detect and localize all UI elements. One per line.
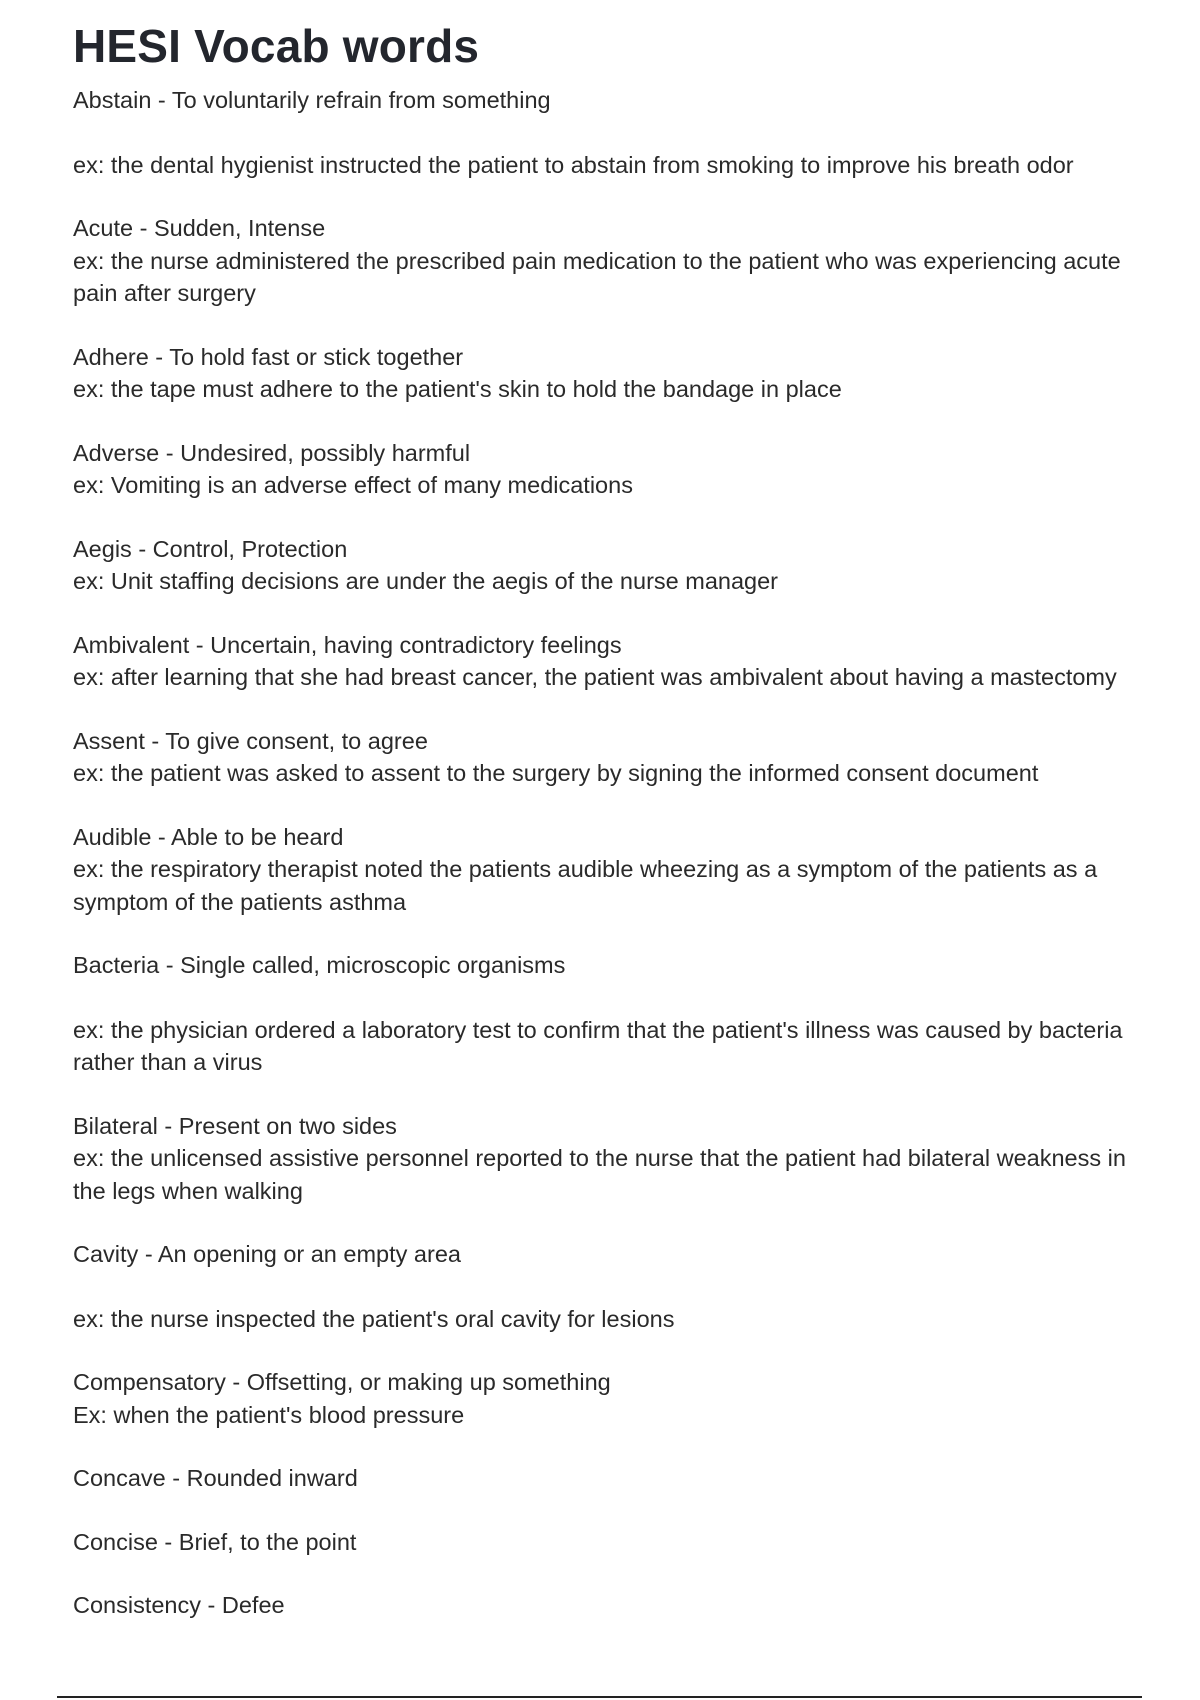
vocab-definition: Audible - Able to be heard xyxy=(73,823,344,850)
vocab-example: ex: the tape must adhere to the patient's skin to hold the bandage in place xyxy=(73,376,842,402)
vocab-entry xyxy=(73,1366,1160,1431)
vocab-entry xyxy=(73,1462,1160,1495)
vocab-definition: Bilateral - Present on two sides xyxy=(73,1112,397,1139)
vocab-example: ex: the physician ordered a laboratory test to confirm that the patient's illness was caused by bacteria rather than a virus xyxy=(73,1016,1123,1075)
document-title: HESI Vocab words xyxy=(73,20,480,72)
vocab-example: ex: the respiratory therapist noted the patients audible wheezing as a symptom of the patients as a symptom of the patients asthma xyxy=(73,856,1098,915)
vocab-entry xyxy=(73,84,1160,181)
vocab-example: Ex: when the patient's blood pressure xyxy=(73,1401,465,1428)
vocab-example: ex: Vomiting is an adverse effect of many medications xyxy=(73,472,633,498)
vocab-entry xyxy=(73,1589,1160,1622)
vocab-list xyxy=(73,84,1160,1622)
vocab-example: ex: the nurse administered the prescribed pain medication to the patient who was experiencing acute pain after surgery xyxy=(73,247,1121,306)
vocab-definition: Consistency - Defee xyxy=(73,1592,285,1618)
vocab-entry xyxy=(73,629,1160,694)
vocab-entry xyxy=(73,1110,1160,1208)
vocab-entry xyxy=(73,1238,1160,1335)
vocab-definition: Acute - Sudden, Intense xyxy=(73,215,326,241)
vocab-definition: Compensatory - Offsetting, or making up something xyxy=(73,1369,611,1395)
vocab-example: ex: after learning that she had breast cancer, the patient was ambivalent about having a mastectomy xyxy=(73,664,1117,690)
vocab-example: ex: the patient was asked to assent to the surgery by signing the informed consent document xyxy=(73,760,1039,786)
vocab-definition: Bacteria - Single called, microscopic organisms xyxy=(73,952,566,978)
vocab-definition: Concise - Brief, to the point xyxy=(73,1528,357,1555)
vocab-definition: Adhere - To hold fast or stick together xyxy=(73,343,464,370)
vocab-example: ex: the dental hygienist instructed the patient to abstain from smoking to improve his breath odor xyxy=(73,151,1074,178)
vocab-example: ex: Unit staffing decisions are under the aegis of the nurse manager xyxy=(73,568,778,594)
vocab-example: ex: the nurse inspected the patient's oral cavity for lesions xyxy=(73,1305,675,1332)
vocab-definition: Abstain - To voluntarily refrain from something xyxy=(73,87,551,113)
vocab-definition: Assent - To give consent, to agree xyxy=(73,727,428,754)
vocab-entry xyxy=(73,437,1160,502)
vocab-entry xyxy=(73,725,1160,790)
vocab-definition: Cavity - An opening or an empty area xyxy=(73,1241,461,1267)
vocab-entry xyxy=(73,341,1160,406)
vocab-definition: Aegis - Control, Protection xyxy=(73,535,348,562)
vocab-entry xyxy=(73,212,1160,310)
page-bottom-rule xyxy=(57,1696,1142,1698)
vocab-entry xyxy=(73,1526,1160,1559)
vocab-entry xyxy=(73,949,1160,1079)
vocab-entry xyxy=(73,533,1160,598)
vocab-entry xyxy=(73,821,1160,919)
vocab-definition: Ambivalent - Uncertain, having contradictory feelings xyxy=(73,631,622,658)
vocab-definition: Concave - Rounded inward xyxy=(73,1465,358,1491)
vocab-example: ex: the unlicensed assistive personnel reported to the nurse that the patient had bilateral weakness in the legs when walking xyxy=(73,1145,1126,1204)
vocab-definition: Adverse - Undesired, possibly harmful xyxy=(73,439,471,466)
